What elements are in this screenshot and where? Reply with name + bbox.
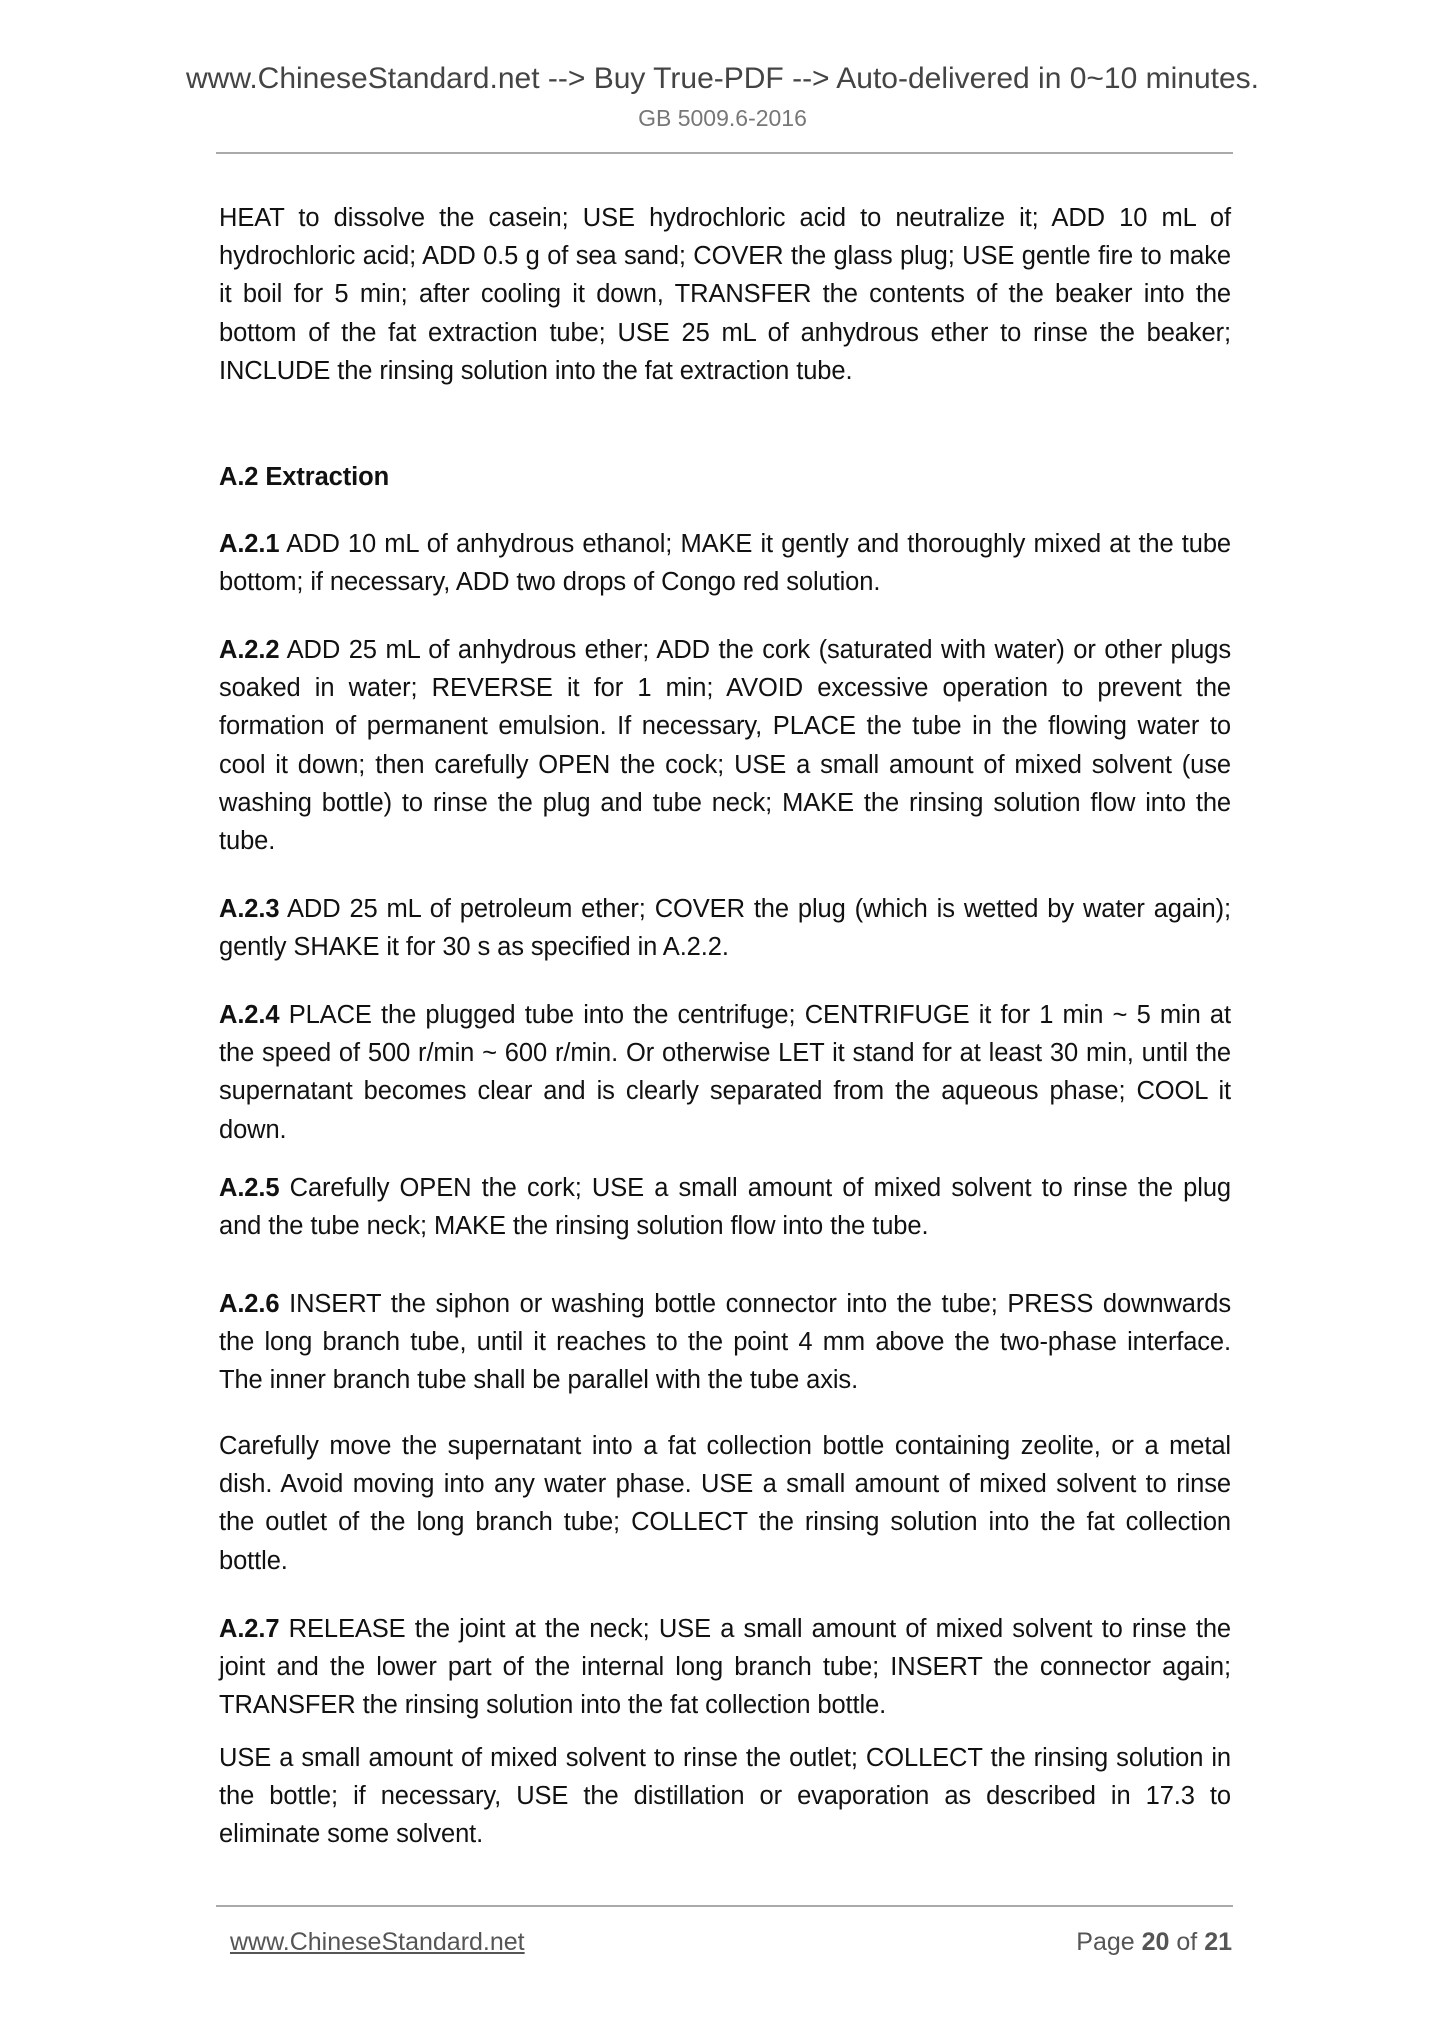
- header-banner: www.ChineseStandard.net --> Buy True-PDF --> Auto-delivered in 0~10 minutes.: [185, 62, 1260, 95]
- supernatant-paragraph: Carefully move the supernatant into a fat collection bottle containing zeolite, or a metal dish. Avoid moving into any water phase. USE a small amount of mixed solvent to rinse the outlet of the long branch tube; COLLECT the rinsing solution into the fat collection bottle.: [219, 1432, 1231, 1575]
- clause-number: A.2.7: [219, 1615, 280, 1643]
- page-word: Page: [1076, 1928, 1135, 1956]
- clause-a25: [219, 1169, 1231, 1245]
- clause-number: A.2.1: [219, 530, 280, 558]
- page-indicator: [1076, 1926, 1232, 1958]
- clause-number: A.2.3: [219, 895, 280, 923]
- clause-number: A.2.5: [219, 1174, 280, 1202]
- clause-text: PLACE the plugged tube into the centrifuge; CENTRIFUGE it for 1 min ~ 5 min at the speed of 500 r/min ~ 600 r/min. Or otherwise LET it stand for at least 30 min, until the supernatant becomes clear and is clearly separated from the aqueous phase; COOL it down.: [219, 1001, 1231, 1144]
- clause-text: INSERT the siphon or washing bottle connector into the tube; PRESS downwards the long branch tube, until it reaches to the point 4 mm above the two-phase interface. The inner branch tube shall be parallel with the tube axis.: [219, 1290, 1231, 1395]
- page-current: 20: [1141, 1928, 1170, 1956]
- clause-text: ADD 25 mL of anhydrous ether; ADD the cork (saturated with water) or other plugs soaked in water; REVERSE it for 1 min; AVOID excessive operation to prevent the formation of permanent emulsion. If necessary, PLACE the tube in the flowing water to cool it down; then carefully OPEN the cock; USE a small amount of mixed solvent (use washing bottle) to rinse the plug and tube neck; MAKE the rinsing solution flow into the tube.: [219, 636, 1231, 856]
- footer-divider: [216, 1905, 1233, 1907]
- clause-text: ADD 10 mL of anhydrous ethanol; MAKE it gently and thoroughly mixed at the tube bottom; if necessary, ADD two drops of Congo red solution.: [219, 530, 1231, 597]
- clause-text: Carefully OPEN the cork; USE a small amount of mixed solvent to rinse the plug and the tube neck; MAKE the rinsing solution flow into the tube.: [219, 1174, 1231, 1241]
- header-divider: [216, 152, 1233, 154]
- clause-a26: [219, 1285, 1231, 1400]
- final-paragraph: USE a small amount of mixed solvent to rinse the outlet; COLLECT the rinsing solution in the bottle; if necessary, USE the distillation or evaporation as described in 17.3 to eliminate some solvent.: [219, 1744, 1231, 1849]
- of-word: of: [1176, 1928, 1198, 1956]
- standard-code: GB 5009.6-2016: [638, 105, 807, 131]
- clause-a23: [219, 890, 1231, 966]
- clause-a22: [219, 631, 1231, 860]
- section-heading: A.2 Extraction: [219, 463, 390, 491]
- clause-number: A.2.4: [219, 1001, 280, 1029]
- clause-text: ADD 25 mL of petroleum ether; COVER the plug (which is wetted by water again); gently SHAKE it for 30 s as specified in A.2.2.: [219, 895, 1231, 962]
- clause-a27: [219, 1610, 1231, 1725]
- clause-text: RELEASE the joint at the neck; USE a small amount of mixed solvent to rinse the joint and the lower part of the internal long branch tube; INSERT the connector again; TRANSFER the rinsing solution into the fat collection bottle.: [219, 1615, 1231, 1720]
- clause-number: A.2.6: [219, 1290, 280, 1318]
- clause-a24: [219, 996, 1231, 1149]
- clause-a21: [219, 525, 1231, 601]
- intro-paragraph: HEAT to dissolve the casein; USE hydrochloric acid to neutralize it; ADD 10 mL of hydrochloric acid; ADD 0.5 g of sea sand; COVER the glass plug; USE gentle fire to make it boil for 5 min; after cooling it down, TRANSFER the contents of the beaker into the bottom of the fat extraction tube; USE 25 mL of anhydrous ether to rinse the beaker; INCLUDE the rinsing solution into the fat extraction tube.: [219, 204, 1231, 385]
- footer-website-link[interactable]: www.ChineseStandard.net: [230, 1928, 525, 1956]
- page-total: 21: [1204, 1928, 1232, 1956]
- clause-number: A.2.2: [219, 636, 280, 664]
